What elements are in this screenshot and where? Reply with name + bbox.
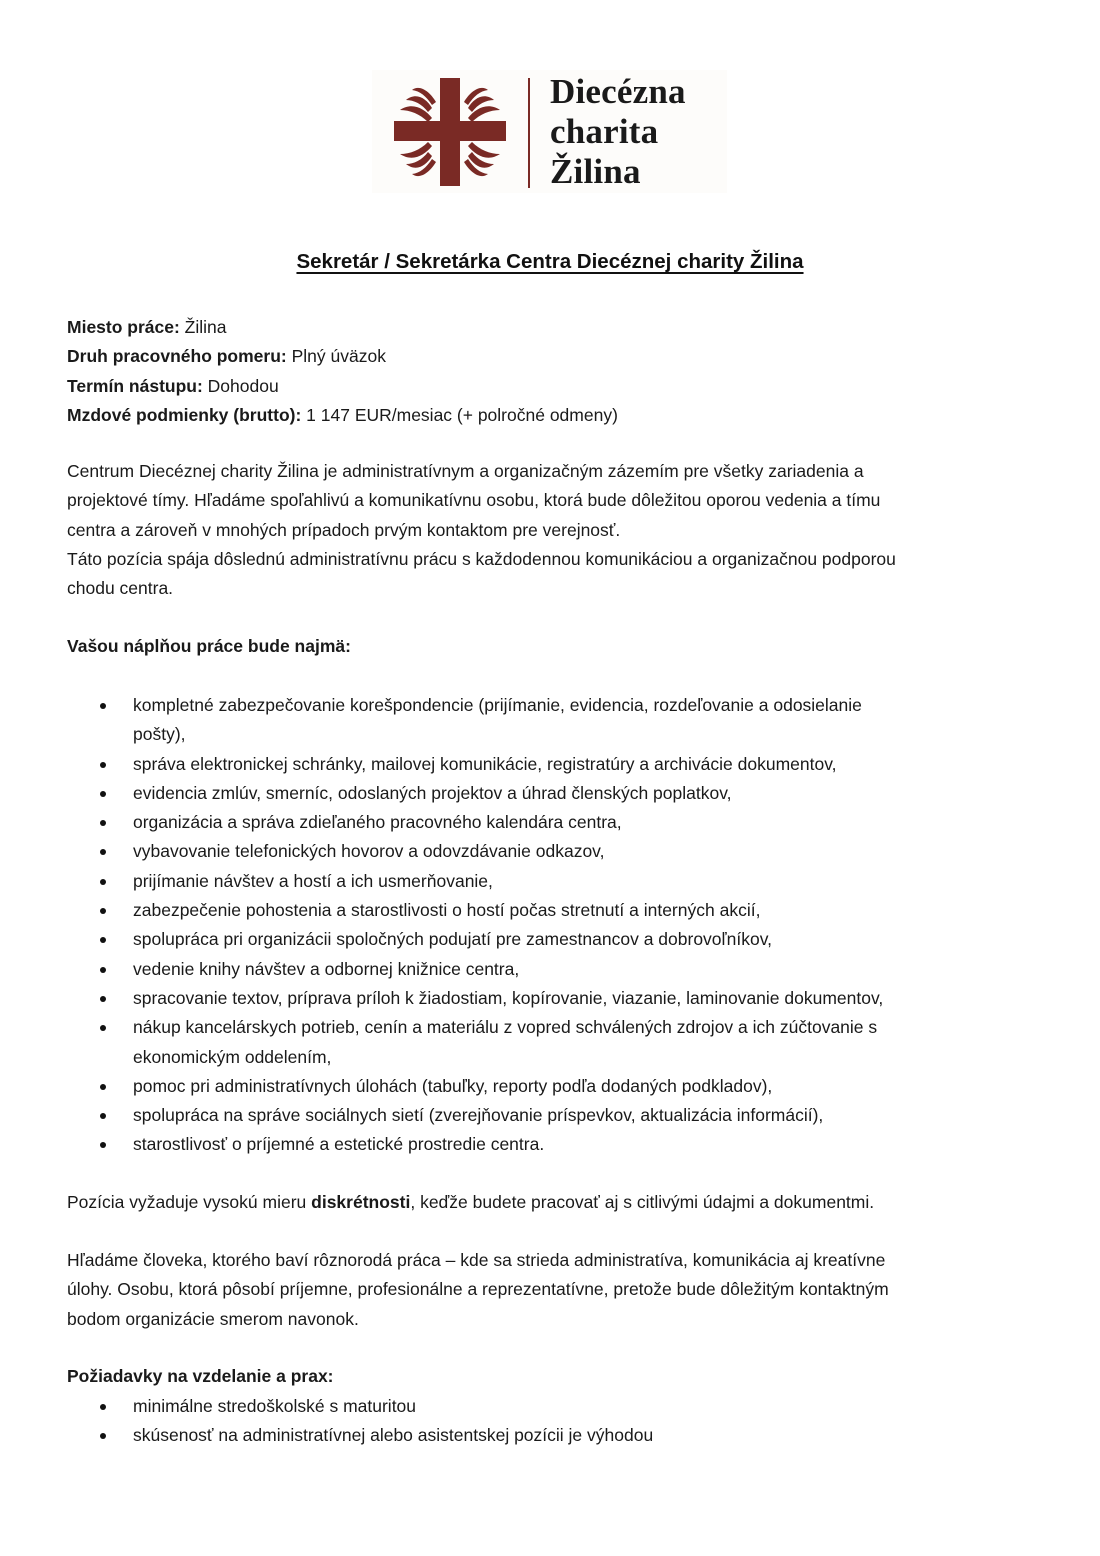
list-item-text: minimálne stredoškolské s maturitou <box>133 1396 417 1416</box>
bullet-icon <box>100 703 106 709</box>
meta-row-salary <box>67 401 618 430</box>
bullet-icon <box>100 1084 106 1090</box>
list-item-text: organizácia a správa zdieľaného pracovného kalendára centra, <box>133 812 622 833</box>
text-line: Táto pozícia spája dôslednú administratívnu prácu s každodennou komunikáciou a organizačnou podporou <box>67 548 896 569</box>
bullet-icon <box>100 849 106 855</box>
list-item <box>67 1101 883 1130</box>
bullet-icon <box>100 996 106 1002</box>
meta-row-start-date <box>67 372 618 401</box>
bullet-icon <box>100 1404 106 1410</box>
list-item <box>67 1072 883 1101</box>
caritas-cross-icon <box>392 78 508 186</box>
logo-line: charita <box>550 112 659 151</box>
logo <box>372 70 727 193</box>
text-span: , keďže budete pracovať aj s citlivými údajmi a dokumentmi. <box>410 1192 875 1212</box>
list-item <box>67 1392 653 1421</box>
bullet-icon <box>100 908 106 914</box>
meta-value: Žilina <box>179 317 227 337</box>
list-item-text: vedenie knihy návštev a odbornej knižnice centra, <box>133 958 520 979</box>
meta-value: Plný úväzok <box>286 346 386 367</box>
meta-label: Termín nástupu: <box>67 375 203 396</box>
job-meta <box>67 313 618 430</box>
list-item-text: evidencia zmlúv, smerníc, odoslaných projektov a úhrad členských poplatkov, <box>133 782 732 803</box>
list-item-text: správa elektronickej schránky, mailovej komunikácie, registratúry a archivácie dokumentov, <box>133 753 837 774</box>
meta-row-location <box>67 313 618 342</box>
meta-value: 1 147 EUR/mesiac (+ polročné odmeny) <box>301 404 618 425</box>
list-item <box>67 984 883 1013</box>
list-item <box>67 1130 883 1159</box>
logo-line: Žilina <box>550 152 641 191</box>
list-item-text: nákup kancelárskych potrieb, cenín a materiálu z vopred schválených zdrojov a ich zúčtovanie s <box>133 1017 878 1038</box>
list-item <box>67 1421 653 1450</box>
duties-heading: Vašou náplňou práce bude najmä: <box>67 636 351 656</box>
text-line: Hľadáme človeka, ktorého baví rôznorodá práca – kde sa strieda administratíva, komunikácia aj kreatívne <box>67 1250 886 1270</box>
list-item-text: pomoc pri administratívnych úlohách (tabuľky, reporty podľa dodaných podkladov), <box>133 1075 773 1096</box>
meta-value: Dohodou <box>202 375 279 396</box>
list-item-text: spolupráca na správe sociálnych sietí (zverejňovanie príspevkov, aktualizácia informácií), <box>133 1105 824 1126</box>
logo-divider <box>528 78 530 188</box>
list-item <box>67 925 883 954</box>
intro-paragraph <box>67 457 1047 603</box>
page-title: Sekretár / Sekretárka Centra Diecéznej charity Žilina <box>296 250 804 273</box>
meta-row-employment-type <box>67 342 618 371</box>
list-item <box>67 691 883 750</box>
meta-label: Miesto práce: <box>67 317 180 337</box>
text-line <box>67 1188 1047 1217</box>
list-item-text: kompletné zabezpečovanie korešpondencie (prijímanie, evidencia, rozdeľovanie a odosielanie <box>133 695 862 715</box>
list-item-text: zabezpečenie pohostenia a starostlivosti o hostí počas stretnutí a interných akcií, <box>133 900 761 921</box>
list-item <box>67 837 883 866</box>
list-item-text: spolupráca pri organizácii spoločných podujatí pre zamestnancov a dobrovoľníkov, <box>133 929 773 950</box>
list-item <box>67 955 883 984</box>
logo-wordmark <box>550 72 686 192</box>
text-line: bodom organizácie smerom navonok. <box>67 1308 359 1329</box>
emphasis: diskrétnosti <box>311 1192 411 1212</box>
list-item <box>67 750 883 779</box>
bullet-icon <box>100 937 106 943</box>
bullet-icon <box>100 1113 106 1119</box>
list-item-text: starostlivosť o príjemné a estetické prostredie centra. <box>133 1134 545 1155</box>
bullet-icon <box>100 1433 106 1439</box>
list-item <box>67 808 883 837</box>
list-item <box>67 896 883 925</box>
meta-label: Druh pracovného pomeru: <box>67 346 287 367</box>
requirements-heading: Požiadavky na vzdelanie a prax: <box>67 1366 334 1386</box>
list-item <box>67 779 883 808</box>
text-line: Centrum Diecéznej charity Žilina je administratívnym a organizačným zázemím pre všetky zariadenia a <box>67 461 864 481</box>
list-item <box>67 1013 883 1072</box>
bullet-icon <box>100 820 106 826</box>
list-item-text: skúsenosť na administratívnej alebo asistentskej pozícii je výhodou <box>133 1425 654 1446</box>
bullet-icon <box>100 1025 106 1031</box>
duties-list <box>67 691 883 1160</box>
meta-label: Mzdové podmienky (brutto): <box>67 404 302 425</box>
seeking-paragraph <box>67 1246 1047 1334</box>
bullet-icon <box>100 879 106 885</box>
list-item <box>67 867 883 896</box>
list-item-text: ekonomickým oddelením, <box>133 1046 332 1067</box>
bullet-icon <box>100 1142 106 1148</box>
list-item-text: prijímanie návštev a hostí a ich usmerňovanie, <box>133 870 493 891</box>
list-item-text: vybavovanie telefonických hovorov a odovzdávanie odkazov, <box>133 841 605 862</box>
bullet-icon <box>100 762 106 768</box>
discretion-paragraph <box>67 1188 1047 1217</box>
text-line: projektové tímy. Hľadáme spoľahlivú a komunikatívnu osobu, ktorá bude dôležitou oporou vedenia a tímu <box>67 490 881 511</box>
text-line: centra a zároveň v mnohých prípadoch prvým kontaktom pre verejnosť. <box>67 519 621 540</box>
requirements-list <box>67 1392 653 1451</box>
text-span: Pozícia vyžaduje vysokú mieru <box>67 1192 312 1212</box>
text-line: chodu centra. <box>67 578 174 599</box>
list-item-text: spracovanie textov, príprava príloh k žiadostiam, kopírovanie, viazanie, laminovanie dokumentov, <box>133 987 884 1008</box>
bullet-icon <box>100 967 106 973</box>
list-item-text: pošty), <box>133 724 186 745</box>
bullet-icon <box>100 791 106 797</box>
logo-line: Diecézna <box>550 72 686 111</box>
text-line: úlohy. Osobu, ktorá pôsobí príjemne, profesionálne a reprezentatívne, pretože bude dôležitým kontaktným <box>67 1279 889 1300</box>
